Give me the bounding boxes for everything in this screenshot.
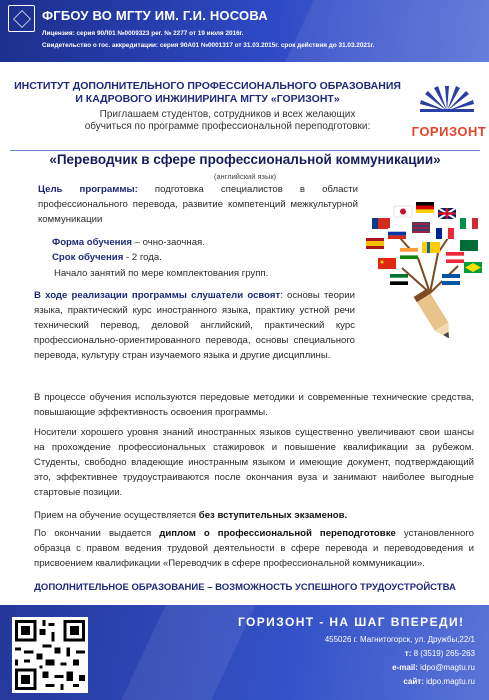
goal-label: Цель программы: xyxy=(38,184,138,195)
footer-phone xyxy=(405,649,475,658)
study-term xyxy=(52,251,162,266)
form-text: – очно-заочная. xyxy=(131,237,205,248)
university-logo-icon xyxy=(8,5,35,32)
paragraph-methods: В процессе обучения используются передовые методики и современные технические средства, повышающие эффективность освоения программы. xyxy=(34,392,474,418)
admission-bold: без вступительных экзаменов. xyxy=(198,510,348,521)
institute-line-1: ИНСТИТУТ ДОПОЛНИТЕЛЬНОГО ПРОФЕССИОНАЛЬНОГО ОБРАЗОВАНИЯ xyxy=(14,80,401,92)
institute-heading xyxy=(10,80,405,106)
footer-address: 455026 г. Магнитогорск, ул. Дружбы,22/1 xyxy=(324,635,475,644)
footer-site xyxy=(403,677,475,686)
diploma-bold: диплом о профессиональной переподготовке xyxy=(159,528,396,539)
diploma-text-pre: По окончании выдается xyxy=(34,528,160,539)
start-note: Начало занятий по мере комплектования групп. xyxy=(54,268,269,279)
phone-label: т: xyxy=(404,649,412,658)
divider xyxy=(10,150,480,151)
phone-value[interactable]: 8 (3519) 265-263 xyxy=(411,649,475,658)
paragraph-benefits: Носители хорошего уровня знаний иностранных языков существенно увеличивают свои шансы на прохождение профессиональных стажировок и повышение квалификации за рубежом. Студенты, свободно владеющие иностранным языком и имеющие документ, подтверждающий это, эффективнее трудоустраиваются после окончания вуза и занимают наиболее выгодные стартовые позиции. xyxy=(34,427,474,498)
language-flags-pencil-illustration xyxy=(360,198,485,338)
program-language: (английский язык) xyxy=(213,172,277,181)
university-title: ФГБОУ ВО МГТУ ИМ. Г.И. НОСОВА xyxy=(42,8,268,23)
invitation-text xyxy=(50,109,405,133)
skills-label: В ходе реализации программы слушатели освоят xyxy=(34,290,281,301)
term-label: Срок обучения xyxy=(52,252,124,263)
email-label: e-mail: xyxy=(392,663,418,672)
institute-line-2: И КАДРОВОГО ИНЖИНИРИНГА МГТУ «ГОРИЗОНТ» xyxy=(75,93,340,105)
email-value[interactable]: idpo@magtu.ru xyxy=(417,663,475,672)
paragraph-diploma xyxy=(34,527,474,572)
admission-text: Прием на обучение осуществляется xyxy=(34,510,199,521)
tagline: ДОПОЛНИТЕЛЬНОЕ ОБРАЗОВАНИЕ – ВОЗМОЖНОСТЬ УСПЕШНОГО ТРУДОУСТРОЙСТВА xyxy=(34,582,456,593)
qr-code[interactable] xyxy=(12,617,88,693)
gorizont-wordmark: ГОРИЗОНТ xyxy=(411,124,487,139)
site-label: сайт: xyxy=(403,677,424,686)
gorizont-logo xyxy=(410,80,488,150)
form-label: Форма обучения xyxy=(52,237,132,248)
skills-paragraph xyxy=(34,289,355,364)
footer-slogan: ГОРИЗОНТ - НА ШАГ ВПЕРЕДИ! xyxy=(238,615,465,629)
study-form xyxy=(52,236,205,251)
program-goal xyxy=(38,183,358,228)
accreditation-text: Свидетельство о гос. аккредитации: серия 90А01 №0001317 от 31.03.2015г. срок действия до 31.03.2021г. xyxy=(42,42,375,49)
footer-email xyxy=(392,663,475,672)
site-value[interactable]: idpo.magtu.ru xyxy=(423,677,475,686)
paragraph-admission xyxy=(34,509,474,524)
goal-text: подготовка специалистов в области профессионального перевода, развитие компетенций межкультурной коммуникации xyxy=(38,184,358,225)
term-text: - 2 года. xyxy=(123,252,162,263)
license-text: Лицензия: серия 90Л01 №0009323 рег. № 2277 от 19 июля 2016г. xyxy=(42,30,244,37)
header-banner xyxy=(0,0,489,62)
invitation-line-1: Приглашаем студентов, сотрудников и всех желающих xyxy=(99,109,356,120)
skills-text: : основы теории языка, практический курс иностранного языка, практику устной речи технический перевод, деловой английский, практический курс профессионально-ориентированного перевода, основы специального перевода, культуру стран изучаемого языка и другие дисциплины. xyxy=(34,290,355,361)
diploma-text-post: установленного образца с правом ведения трудовой деятельности в сфере перевода и переводоведения и присвоением квалификации «Переводчик в сфере профессиональной коммуникации». xyxy=(34,528,475,569)
horizon-rays-icon xyxy=(420,84,474,112)
program-title: «Переводчик в сфере профессиональной коммуникации» xyxy=(49,152,441,167)
invitation-line-2: обучиться по программе профессиональной переподготовки: xyxy=(84,121,371,132)
footer-banner xyxy=(0,605,489,700)
